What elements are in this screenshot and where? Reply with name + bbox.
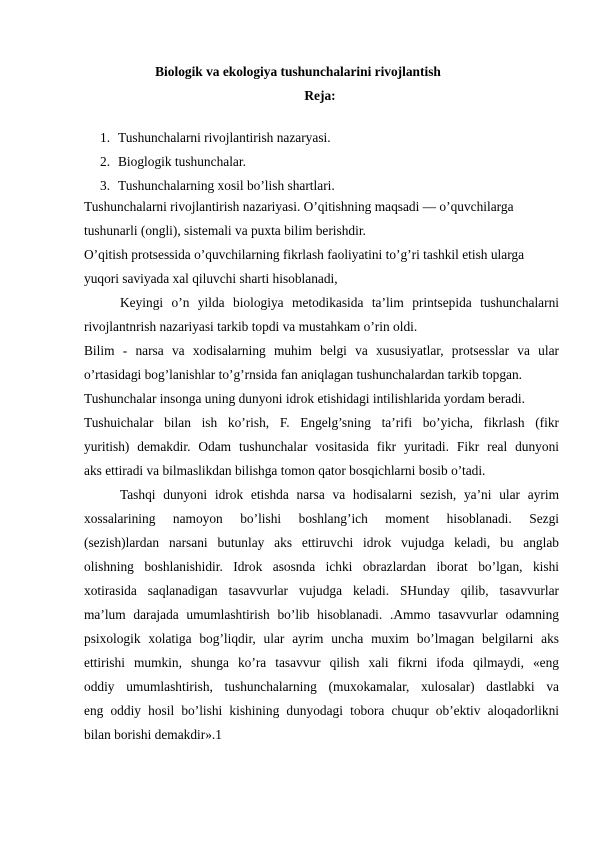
text-line: xotirasida saqlanadigan tasavvurlar vujudga keladi. SHunday qilib, tasavvurlar xyxy=(84,583,559,598)
text-line: ettirishi mumkin, shunga ko’ra tasavvur qilish xali fikrni ifoda qilmaydi, «eng xyxy=(84,655,559,670)
text-line: (sezish)lardan narsani butunlay aks ettiruvchi idrok vujudga keladi, bu anglab xyxy=(84,535,559,550)
text-line: yuqori saviyada xal qiluvchi sharti hisoblanadi, xyxy=(84,271,338,286)
text-line: Tushunchalarni rivojlantirish nazariyasi. O’qitishning maqsadi — o’quvchilarga xyxy=(84,199,514,214)
plan-item xyxy=(100,129,335,153)
plan-item xyxy=(100,153,335,177)
plan-list xyxy=(100,129,335,201)
text-line: Tushunchalar insonga uning dunyoni idrok etishidagi intilishlarida yordam beradi. xyxy=(84,391,525,406)
text-line: yuritish) demakdir. Odam tushunchalar vositasida fikr yuritadi. Fikr real dunyoni xyxy=(84,439,559,454)
text-line: rivojlantnrish nazariyasi tarkib topdi va mustahkam o’rin oldi. xyxy=(84,319,418,334)
plan-item-number: 3. xyxy=(100,178,111,193)
body-text xyxy=(84,198,559,750)
text-line: Keyingi o’n yilda biologiya metodikasida ta’lim printsepida tushunchalarni xyxy=(120,295,559,310)
text-line: ma’lum darajada umumlashtirish bo’lib hisoblanadi. .Ammo tasavvurlar odamning xyxy=(84,607,559,622)
text-line: oddiy umumlashtirish, tushunchalarning (muxokamalar, xulosalar) dastlabki va xyxy=(84,679,559,694)
text-line: o’rtasidagi bog’lanishlar to’g’rnsida fan aniqlagan tushunchalardan tarkib topgan. xyxy=(84,367,523,382)
document-title: Biologik va ekologiya tushunchalarini rivojlantish xyxy=(155,64,441,79)
plan-heading: Reja: xyxy=(304,88,336,103)
text-line: xossalarining namoyon bo’lishi boshlang’ich moment hisoblanadi. Sezgi xyxy=(84,511,559,526)
text-line: O’qitish protsessida o’quvchilarning fikrlash faoliyatini to’g’ri tashkil etish ularga xyxy=(84,247,525,262)
plan-item-text: Bioglogik tushunchalar. xyxy=(118,154,246,169)
text-line: tushunarli (ongli), sistemali va puxta bilim berishdir. xyxy=(84,223,366,238)
text-line: bilan borishi demakdir».1 xyxy=(84,727,222,742)
text-line: Tashqi dunyoni idrok etishda narsa va hodisalarni sezish, ya’ni ular ayrim xyxy=(120,487,559,502)
text-line: eng oddiy hosil bo’lishi kishining dunyodagi tobora chuqur ob’ektiv aloqadorlikni xyxy=(84,703,559,718)
plan-item-number: 2. xyxy=(100,154,111,169)
text-line: psixologik xolatiga bog’liqdir, ular ayrim uncha muxim bo’lmagan belgilarni aks xyxy=(84,631,559,646)
text-line: aks ettiradi va bilmaslikdan bilishga tomon qator bosqichlarni bosib o’tadi. xyxy=(84,463,486,478)
plan-item-text: Tushunchalarni rivojlantirish nazaryasi. xyxy=(118,130,331,145)
plan-item-number: 1. xyxy=(100,130,111,145)
text-line: Bilim - narsa va xodisalarning muhim belgi va xususiyatlar, protsesslar va ular xyxy=(84,343,559,358)
text-line: olishning boshlanishidir. Idrok asosnda ichki obrazlardan iborat bo’lgan, kishi xyxy=(84,559,559,574)
plan-item-text: Tushunchalarning xosil bo’lish shartlari. xyxy=(118,178,335,193)
text-line: Tushuichalar bilan ish ko’rish, F. Engelg’sning ta’rifi bo’yicha, fikrlash (fikr xyxy=(84,415,559,430)
